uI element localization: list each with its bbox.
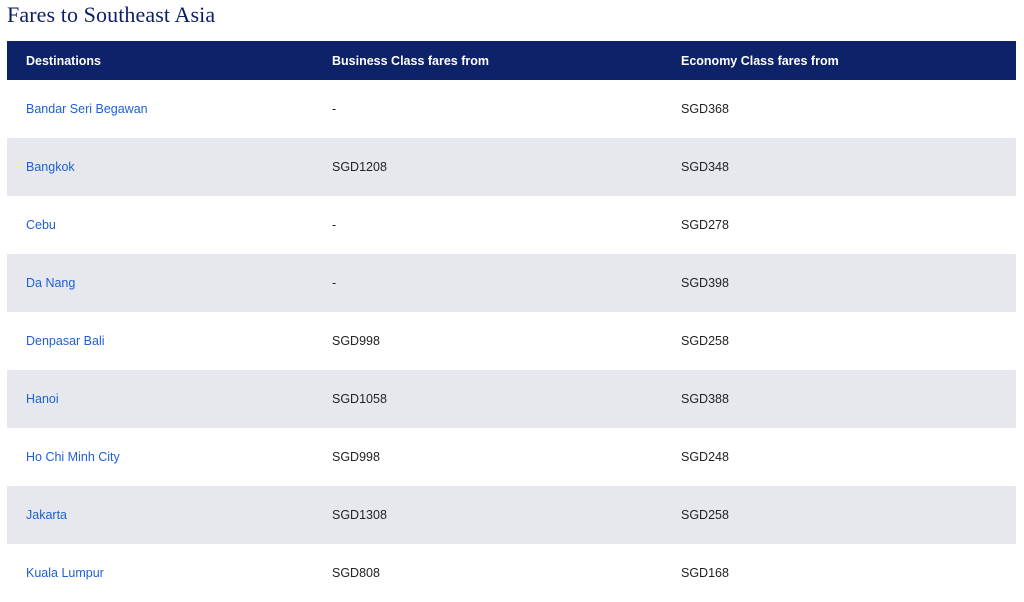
destination-cell [7,486,313,544]
destination-cell [7,254,313,312]
business-fare-cell: SGD1308 [313,486,662,544]
table-row [7,138,1016,196]
destination-link[interactable]: Hanoi [26,392,59,406]
destination-link[interactable]: Bandar Seri Begawan [26,102,148,116]
table-row [7,254,1016,312]
header-business-fares: Business Class fares from [313,41,662,80]
economy-fare-cell: SGD248 [662,428,1016,486]
table-header-row [7,41,1016,80]
destination-link[interactable]: Denpasar Bali [26,334,105,348]
business-fare-cell: - [313,254,662,312]
destination-cell [7,428,313,486]
economy-fare-cell: SGD168 [662,544,1016,602]
business-fare-cell: SGD998 [313,312,662,370]
table-row [7,80,1016,138]
table-row [7,312,1016,370]
economy-fare-cell: SGD368 [662,80,1016,138]
business-fare-cell: SGD1058 [313,370,662,428]
fares-table [7,41,1016,602]
business-fare-cell: SGD808 [313,544,662,602]
destination-cell [7,80,313,138]
page-title: Fares to Southeast Asia [7,2,216,27]
destination-cell [7,544,313,602]
business-fare-cell: SGD1208 [313,138,662,196]
destination-link[interactable]: Ho Chi Minh City [26,450,120,464]
table-row [7,544,1016,602]
destination-cell [7,138,313,196]
destination-link[interactable]: Cebu [26,218,56,232]
economy-fare-cell: SGD348 [662,138,1016,196]
destination-link[interactable]: Da Nang [26,276,76,290]
business-fare-cell: - [313,80,662,138]
table-row [7,428,1016,486]
table-row [7,486,1016,544]
destination-link[interactable]: Jakarta [26,508,67,522]
economy-fare-cell: SGD258 [662,486,1016,544]
economy-fare-cell: SGD258 [662,312,1016,370]
destination-cell [7,370,313,428]
header-economy-fares: Economy Class fares from [662,41,1016,80]
header-destinations: Destinations [7,41,313,80]
destination-cell [7,312,313,370]
economy-fare-cell: SGD388 [662,370,1016,428]
table-row [7,370,1016,428]
business-fare-cell: - [313,196,662,254]
business-fare-cell: SGD998 [313,428,662,486]
destination-link[interactable]: Bangkok [26,160,75,174]
destination-cell [7,196,313,254]
economy-fare-cell: SGD398 [662,254,1016,312]
destination-link[interactable]: Kuala Lumpur [26,566,104,580]
table-row [7,196,1016,254]
economy-fare-cell: SGD278 [662,196,1016,254]
